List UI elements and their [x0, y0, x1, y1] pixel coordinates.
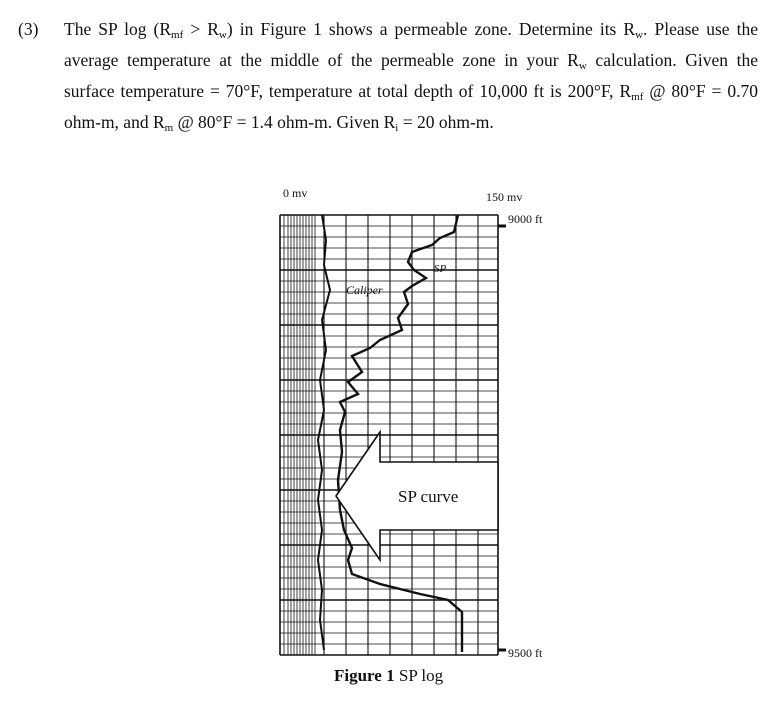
scale-left-label: 0 mv — [283, 186, 308, 200]
sp-curve-arrow-label: SP curve — [398, 487, 459, 506]
depth-top-label: 9000 ft — [508, 212, 543, 226]
problem-line-4: ohm-m, and $R_m$ @ 80°F = 1.4 ohm-m. Given $R_i = 20$ ohm-m. — [64, 112, 494, 134]
problem-line-2: average temperature at the middle of the permeable zone in your $R_w$ calculation. Given the — [64, 50, 759, 72]
problem-line-3: surface temperature = 70°F, temperature at total depth of 10,000 ft is 200°F, $R_{mf}$ @ 80°F = 0.70 — [64, 81, 758, 103]
problem-number: (3) — [18, 19, 39, 39]
sp-curve-tag: SP — [434, 263, 447, 275]
depth-bottom-label: 9500 ft — [508, 646, 543, 660]
problem-line-1: The SP $\log (R_{mf} > R_w)$ in Figure 1 shows a permeable zone. Determine its $R_w$. Please use the — [64, 19, 758, 41]
figure-caption: Figure 1 SP log — [334, 666, 444, 685]
caliper-label: Caliper — [346, 283, 383, 297]
sp-curve — [338, 215, 462, 652]
scale-right-label: 150 mv — [486, 190, 523, 204]
log-grid — [280, 215, 498, 655]
